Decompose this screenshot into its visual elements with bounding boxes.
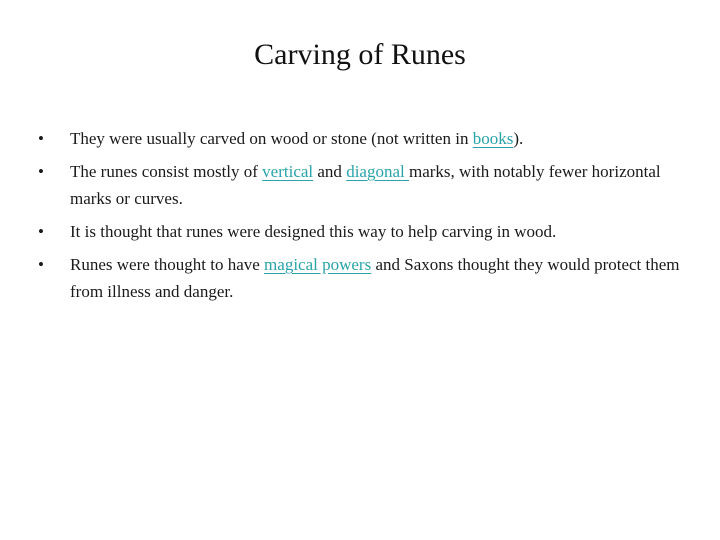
- bullet-item-2: [38, 158, 698, 212]
- bullet-dot: •: [38, 222, 44, 241]
- magical-powers-link[interactable]: magical powers: [264, 255, 372, 274]
- bullet-dot: •: [38, 162, 44, 181]
- bullet-list: [38, 125, 698, 311]
- bullet-dot: •: [38, 255, 44, 274]
- bullet-item-3: [38, 218, 698, 245]
- vertical-link[interactable]: vertical: [262, 162, 314, 181]
- bullet-item-4: [38, 251, 698, 305]
- bullet-item-1: [38, 125, 698, 152]
- books-link[interactable]: books: [472, 129, 514, 148]
- slide-title: Carving of Runes: [254, 38, 466, 71]
- bullet-text: It is thought that runes were designed this way to help carving in wood.: [70, 222, 557, 241]
- bullet-text: ).: [513, 129, 524, 148]
- bullet-text: The runes consist mostly of: [70, 162, 263, 181]
- bullet-text: They were usually carved on wood or stone (not written in: [70, 129, 473, 148]
- bullet-text: and Saxons thought they would protect them from illness and danger.: [70, 255, 680, 301]
- bullet-dot: •: [38, 129, 44, 148]
- bullet-text: marks, with notably fewer horizontal marks or curves.: [70, 162, 661, 208]
- diagonal-link[interactable]: diagonal: [346, 162, 409, 181]
- bullet-text: and: [313, 162, 347, 181]
- bullet-text: Runes were thought to have: [70, 255, 265, 274]
